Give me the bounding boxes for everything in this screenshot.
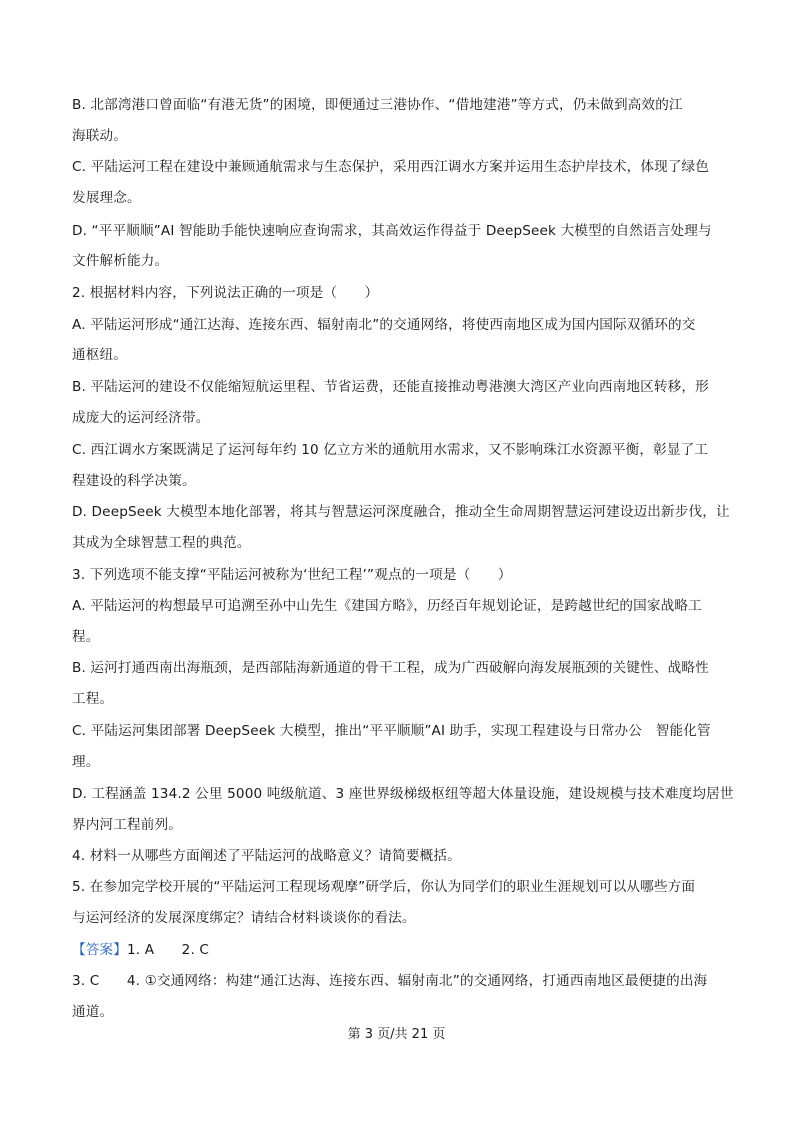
q3-option-b-line-2: 工程。: [72, 691, 114, 707]
q2-option-a-line-2: 通枢纽。: [72, 347, 127, 363]
answer-tag: 【答案】: [72, 942, 127, 958]
option-c-line-2: 发展理念。: [72, 190, 141, 206]
question-4: 4. 材料一从哪些方面阐述了平陆运河的战略意义？请简要概括。: [72, 848, 461, 864]
question-5-line-1: 5. 在参加完学校开展的“平陆运河工程现场观摩”研学后，你认为同学们的职业生涯规划可以从哪些方面: [72, 879, 696, 895]
q2-option-c-line-1: C. 西江调水方案既满足了运河每年约 10 亿立方米的通航用水需求，又不影响珠江水资源平衡，彰显了工: [72, 442, 709, 458]
q3-option-c-line-2: 理。: [72, 754, 100, 770]
option-b-line-2: 海联动。: [72, 128, 127, 144]
option-d-line-1: D. “平平顺顺”AI 智能助手能快速响应查询需求，其高效运作得益于 DeepSeek 大模型的自然语言处理与: [72, 223, 712, 239]
q2-option-c-line-2: 程建设的科学决策。: [72, 473, 196, 489]
option-d-line-2: 文件解析能力。: [72, 253, 169, 269]
option-b-line-1: B. 北部湾港口曾面临“有港无货”的困境，即便通过三港协作、“借地建港”等方式，仍未做到高效的江: [72, 97, 683, 113]
answer-values: 1. A 2. C: [126, 942, 210, 958]
answer-line-3: 通道。: [72, 1004, 114, 1020]
q2-option-d-line-1: D. DeepSeek 大模型本地化部署，将其与智慧运河深度融合，推动全生命周期智慧运河建设迈出新步伐，让: [72, 504, 730, 520]
option-c-line-1: C. 平陆运河工程在建设中兼顾通航需求与生态保护，采用西江调水方案并运用生态护岸技术，体现了绿色: [72, 159, 710, 175]
q3-option-d-line-1: D. 工程涵盖 134.2 公里 5000 吨级航道、3 座世界级梯级枢纽等超大体量设施，建设规模与技术难度均居世: [72, 786, 734, 802]
question-5-line-2: 与运河经济的发展深度绑定？请结合材料谈谈你的看法。: [72, 910, 416, 926]
answer-line-2: 3. C 4. ①交通网络：构建“通江达海、连接东西、辐射南北”的交通网络，打通西南地区最便捷的出海: [72, 973, 708, 989]
q3-option-c-line-1: C. 平陆运河集团部署 DeepSeek 大模型，推出“平平顺顺”AI 助手，实现工程建设与日常办公 智能化管: [72, 723, 711, 739]
page-number: 第 3 页/共 21 页: [347, 1027, 446, 1042]
question-2: 2. 根据材料内容，下列说法正确的一项是（ ）: [72, 285, 379, 301]
answer-line: [72, 941, 722, 959]
q2-option-b-line-1: B. 平陆运河的建设不仅能缩短航运里程、节省运费，还能直接推动粤港澳大湾区产业向西南地区转移，形: [72, 379, 709, 395]
q2-option-d-line-2: 其成为全球智慧工程的典范。: [72, 535, 251, 551]
q3-option-a-line-1: A. 平陆运河的构想最早可追溯至孙中山先生《建国方略》，历经百年规划论证，是跨越世纪的国家战略工: [72, 598, 702, 614]
question-3: 3. 下列选项不能支撑“平陆运河被称为‘世纪工程’”观点的一项是（ ）: [72, 567, 512, 583]
q3-option-b-line-1: B. 运河打通西南出海瓶颈，是西部陆海新通道的骨干工程，成为广西破解向海发展瓶颈的关键性、战略性: [72, 660, 709, 676]
q2-option-a-line-1: A. 平陆运河形成“通江达海、连接东西、辐射南北”的交通网络，将使西南地区成为国内国际双循环的交: [72, 317, 696, 333]
q2-option-b-line-2: 成庞大的运河经济带。: [72, 410, 210, 426]
q3-option-a-line-2: 程。: [72, 629, 100, 645]
q3-option-d-line-2: 界内河工程前列。: [72, 817, 182, 833]
